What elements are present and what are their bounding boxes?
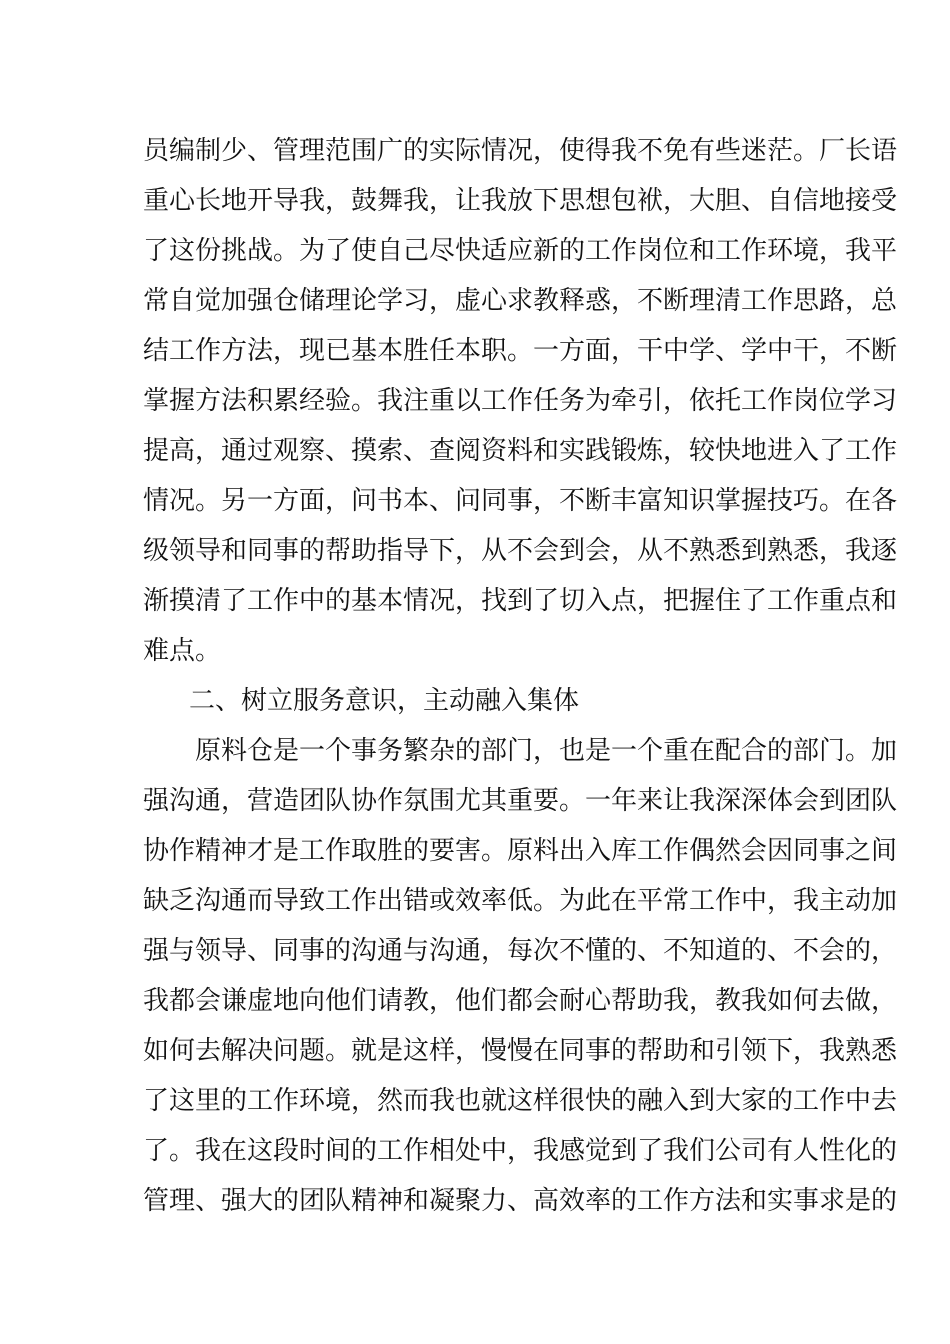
body-text-line: 了这里的工作环境，然而我也就这样很快的融入到大家的工作中去 (143, 1086, 898, 1116)
body-text-line: 常自觉加强仓储理论学习，虚心求教释惑，不断理清工作思路，总 (143, 286, 898, 316)
body-text-line: 缺乏沟通而导致工作出错或效率低。为此在平常工作中，我主动加 (143, 886, 898, 916)
body-text-line: 难点。 (143, 636, 222, 666)
body-text-line: 协作精神才是工作取胜的要害。原料出入库工作偶然会因同事之间 (143, 836, 898, 866)
section-heading: 二、树立服务意识，主动融入集体 (189, 686, 580, 716)
body-text-line: 了。我在这段时间的工作相处中，我感觉到了我们公司有人性化的 (143, 1136, 898, 1166)
body-text-line: 掌握方法积累经验。我注重以工作任务为牵引，依托工作岗位学习 (143, 386, 898, 416)
body-text-line: 我都会谦虚地向他们请教，他们都会耐心帮助我，教我如何去做， (143, 986, 898, 1016)
body-text-line: 结工作方法，现已基本胜任本职。一方面，干中学、学中干，不断 (143, 336, 898, 366)
body-text-line: 如何去解决问题。就是这样，慢慢在同事的帮助和引领下，我熟悉 (143, 1036, 898, 1066)
body-text-line: 提高，通过观察、摸索、查阅资料和实践锻炼，较快地进入了工作 (143, 436, 898, 466)
body-text-line: 级领导和同事的帮助指导下，从不会到会，从不熟悉到熟悉，我逐 (143, 536, 898, 566)
body-text-line: 情况。另一方面，问书本、问同事，不断丰富知识掌握技巧。在各 (143, 486, 898, 516)
body-text-line: 渐摸清了工作中的基本情况，找到了切入点，把握住了工作重点和 (143, 586, 898, 616)
body-text-line: 原料仓是一个事务繁杂的部门，也是一个重在配合的部门。加 (195, 736, 898, 766)
body-text-line: 管理、强大的团队精神和凝聚力、高效率的工作方法和实事求是的 (143, 1186, 898, 1216)
body-text-line: 重心长地开导我，鼓舞我，让我放下思想包袱，大胆、自信地接受 (143, 186, 898, 216)
body-text-line: 了这份挑战。为了使自己尽快适应新的工作岗位和工作环境，我平 (143, 236, 898, 266)
body-text-line: 强沟通，营造团队协作氛围尤其重要。一年来让我深深体会到团队 (143, 786, 898, 816)
body-text-line: 员编制少、管理范围广的实际情况，使得我不免有些迷茫。厂长语 (143, 136, 898, 166)
body-text-line: 强与领导、同事的沟通与沟通，每次不懂的、不知道的、不会的， (143, 936, 898, 966)
